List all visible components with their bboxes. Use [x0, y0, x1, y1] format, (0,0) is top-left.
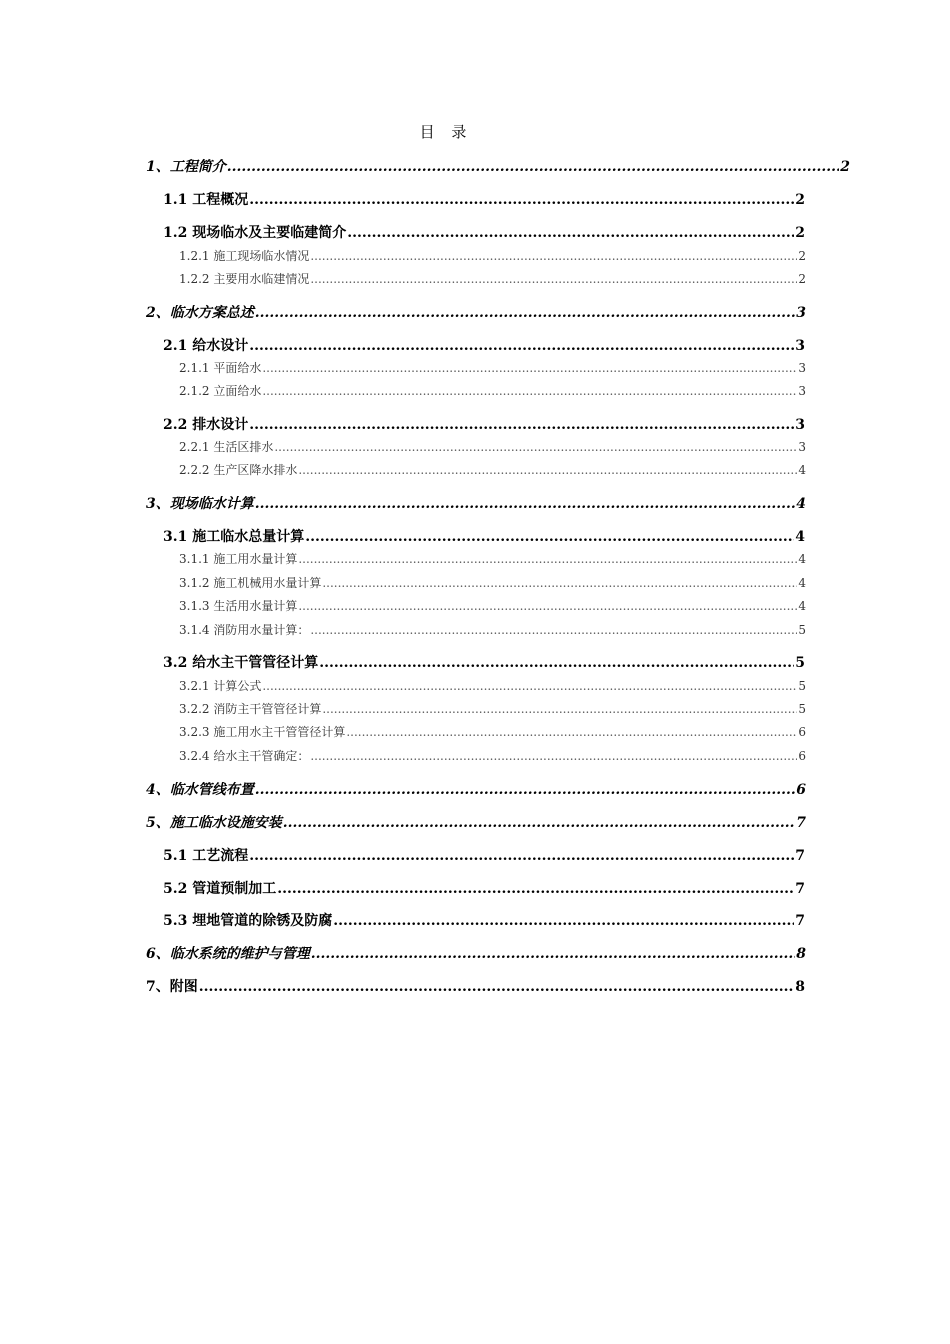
toc-entry-label: 3、现场临水计算: [146, 496, 254, 512]
toc-entry-label: 3.2.3 施工用水主干管管径计算: [179, 725, 346, 739]
toc-leader-dots: [322, 576, 797, 590]
toc-entry[interactable]: [163, 910, 805, 930]
toc-leader-dots: [274, 440, 797, 454]
toc-entry[interactable]: [163, 414, 805, 434]
toc-entry-label: 5、施工临水设施安装: [146, 815, 282, 831]
toc-title: 目 录: [419, 123, 473, 141]
toc-leader-dots: [310, 272, 797, 286]
toc-entry[interactable]: [163, 189, 805, 209]
toc-entry[interactable]: [179, 550, 806, 567]
toc-leader-dots: [255, 496, 796, 512]
toc-entry-page: 3: [798, 361, 806, 375]
toc-entry[interactable]: [179, 700, 806, 717]
toc-entry[interactable]: [163, 878, 805, 898]
toc-entry-page: 4: [798, 576, 806, 590]
toc-entry[interactable]: [146, 976, 805, 996]
toc-entry[interactable]: [179, 461, 806, 478]
toc-leader-dots: [249, 848, 794, 864]
toc-entry-label: 7、附图: [146, 979, 198, 995]
toc-leader-dots: [311, 946, 796, 962]
toc-entry-page: 2: [795, 225, 805, 241]
toc-leader-dots: [249, 338, 794, 354]
toc-leader-dots: [283, 815, 796, 831]
toc-entry-page: 6: [796, 782, 806, 798]
toc-leader-dots: [310, 623, 797, 637]
toc-leader-dots: [262, 679, 797, 693]
toc-leader-dots: [319, 655, 794, 671]
toc-entry-page: 3: [798, 440, 806, 454]
toc-entry[interactable]: [179, 359, 806, 376]
toc-entry[interactable]: [163, 222, 805, 242]
toc-entry-page: 5: [798, 679, 806, 693]
toc-entry-page: 2: [795, 192, 805, 208]
toc-entry[interactable]: [146, 812, 806, 832]
toc-entry-page: 5: [795, 655, 805, 671]
toc-entry-label: 3.2.2 消防主干管管径计算: [179, 702, 322, 716]
toc-entry-label: 2.1.2 立面给水: [179, 384, 262, 398]
toc-entry[interactable]: [179, 723, 806, 740]
toc-leader-dots: [249, 417, 794, 433]
toc-entry-label: 1.2.1 施工现场临水情况: [179, 249, 310, 263]
toc-entry-page: 8: [796, 946, 806, 962]
toc-entry-page: 3: [795, 338, 805, 354]
toc-entry-label: 2.2 排水设计: [163, 417, 249, 433]
toc-leader-dots: [255, 305, 796, 321]
toc-entry-page: 5: [798, 702, 806, 716]
toc-entry-page: 7: [795, 913, 805, 929]
toc-entry-label: 2.1 给水设计: [163, 338, 249, 354]
toc-leader-dots: [322, 702, 797, 716]
toc-entry-page: 4: [798, 599, 806, 613]
toc-entry-label: 3.1.1 施工用水量计算: [179, 552, 298, 566]
toc-entry-page: 4: [798, 463, 806, 477]
toc-entry-label: 3.2.1 计算公式: [179, 679, 262, 693]
toc-entry-page: 8: [795, 979, 805, 995]
toc-entry-label: 1.1 工程概况: [163, 192, 249, 208]
toc-entry[interactable]: [179, 270, 806, 287]
toc-leader-dots: [305, 529, 794, 545]
toc-entry-page: 4: [798, 552, 806, 566]
toc-leader-dots: [298, 463, 797, 477]
toc-entry[interactable]: [163, 652, 805, 672]
toc-entry-page: 4: [796, 496, 806, 512]
toc-entry-page: 3: [796, 305, 806, 321]
toc-entry-page: 2: [840, 159, 850, 175]
toc-entry-page: 2: [798, 272, 806, 286]
toc-entry[interactable]: [179, 747, 806, 764]
toc-entry-page: 6: [798, 749, 806, 763]
toc-entry-label: 1.2 现场临水及主要临建简介: [163, 225, 347, 241]
toc-entry-label: 3.1.3 生活用水量计算: [179, 599, 298, 613]
toc-entry[interactable]: [146, 493, 806, 513]
toc-entry-label: 3.1.2 施工机械用水量计算: [179, 576, 322, 590]
toc-entry-label: 1.2.2 主要用水临建情况: [179, 272, 310, 286]
toc-entry-page: 4: [795, 529, 805, 545]
toc-entry[interactable]: [179, 677, 806, 694]
toc-entry[interactable]: [146, 156, 850, 176]
toc-entry-label: 4、临水管线布置: [146, 782, 254, 798]
toc-entry-label: 5.1 工艺流程: [163, 848, 249, 864]
toc-entry-page: 7: [796, 815, 806, 831]
toc-entry-label: 3.2 给水主干管管径计算: [163, 655, 319, 671]
toc-entry[interactable]: [179, 597, 806, 614]
toc-entry-page: 3: [798, 384, 806, 398]
toc-entry[interactable]: [146, 779, 806, 799]
toc-leader-dots: [346, 725, 797, 739]
toc-entry[interactable]: [163, 526, 805, 546]
toc-leader-dots: [333, 913, 794, 929]
toc-entry[interactable]: [179, 621, 806, 638]
toc-entry[interactable]: [179, 247, 806, 264]
toc-leader-dots: [255, 782, 796, 798]
toc-leader-dots: [298, 552, 797, 566]
toc-entry-page: 6: [798, 725, 806, 739]
toc-entry[interactable]: [146, 943, 806, 963]
toc-entry-label: 2.2.1 生活区排水: [179, 440, 274, 454]
toc-entry-page: 7: [795, 848, 805, 864]
toc-entry-label: 3.2.4 给水主干管确定：: [179, 749, 310, 763]
toc-entry-label: 1、工程简介: [146, 159, 226, 175]
toc-entry[interactable]: [179, 438, 806, 455]
toc-leader-dots: [199, 979, 795, 995]
toc-entry-page: 3: [795, 417, 805, 433]
toc-entry-label: 5.2 管道预制加工: [163, 881, 277, 897]
toc-entry[interactable]: [146, 302, 806, 322]
toc-entry[interactable]: [163, 335, 805, 355]
toc-leader-dots: [310, 249, 797, 263]
toc-entry-label: 5.3 埋地管道的除锈及防腐: [163, 913, 333, 929]
toc-entry-label: 6、临水系统的维护与管理: [146, 946, 310, 962]
toc-entry[interactable]: [179, 574, 806, 591]
toc-leader-dots: [227, 159, 840, 175]
toc-entry-label: 3.1 施工临水总量计算: [163, 529, 305, 545]
toc-entry-label: 2、临水方案总述: [146, 305, 254, 321]
toc-leader-dots: [277, 881, 794, 897]
toc-entry-page: 2: [798, 249, 806, 263]
toc-leader-dots: [249, 192, 794, 208]
toc-leader-dots: [262, 384, 797, 398]
toc-leader-dots: [347, 225, 794, 241]
toc-entry[interactable]: [163, 845, 805, 865]
toc-leader-dots: [262, 361, 797, 375]
toc-leader-dots: [298, 599, 797, 613]
toc-entry[interactable]: [179, 382, 806, 399]
toc-leader-dots: [310, 749, 797, 763]
toc-entry-label: 3.1.4 消防用水量计算：: [179, 623, 310, 637]
toc-entry-page: 7: [795, 881, 805, 897]
toc-entry-page: 5: [798, 623, 806, 637]
toc-entry-label: 2.1.1 平面给水: [179, 361, 262, 375]
toc-entry-label: 2.2.2 生产区降水排水: [179, 463, 298, 477]
